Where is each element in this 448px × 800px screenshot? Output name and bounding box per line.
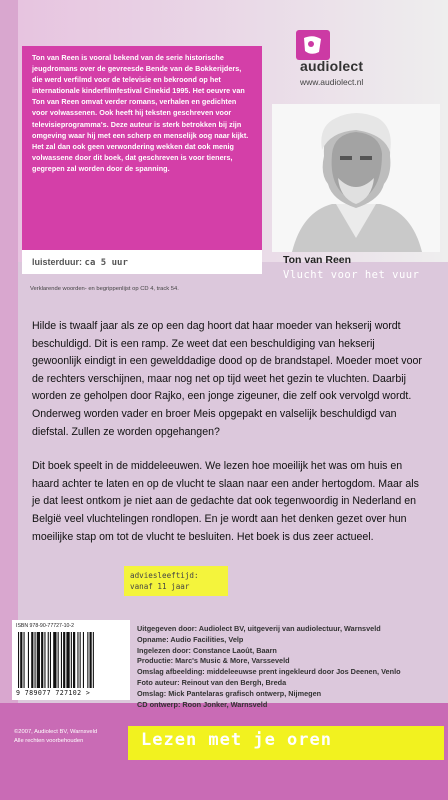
slogan: Lezen met je oren bbox=[141, 730, 332, 750]
age-label: adviesleeftijd: bbox=[130, 571, 199, 580]
blurb-paragraph-2: Dit boek speelt in de middeleeuwen. We lezen hoe moeilijk het was om huis en haard achter te laten en op de vlucht te slaan naar een ander hertogdom. Maar als je dat leest ontkom je niet aan de gedachte dat ook tegenwoordig in Nederland en België veel vluchtelingen rondlopen. En je wordt aan het denken gezet over hun moeilijke stap om tot de vlucht te besluiten. Het boek is dus zeer actueel. bbox=[32, 460, 419, 543]
credit-line: Uitgegeven door: Audiolect BV, uitgeverij van audiolectuur, Warnsveld bbox=[137, 624, 381, 633]
glossary-note: Verklarende woorden- en begrippenlijst op CD 4, track 54. bbox=[30, 286, 179, 292]
credit-line: Ingelezen door: Constance Laoût, Baarn bbox=[137, 645, 277, 655]
credit-line: Omslag: Mick Pantelaras grafisch ontwerp, Nijmegen bbox=[137, 688, 322, 698]
author-bio-text: Ton van Reen is vooral bekend van de serie historische jeugdromans over de gevreesde Bende van de Bokkerijders, die werd verfilmd voor de televisie en bekroond op het internationale kinderfilmfestival Cinekid 1995. Het oeuvre van Ton van Reen omvat verder romans, verhalen en gedichten voor volwassenen. Ook heeft hij teksten geschreven voor televisieprogramma's. Deze auteur is sterk betrokken bij zijn omgeving waar hij met een scherp en menselijk oog naar kijkt. Het zal dan ook geen verwondering wekken dat ook menig volwassene door dit boek, dat geschreven is voor tieners, gegrepen zal worden door de spanning. bbox=[32, 53, 249, 173]
copyright bbox=[14, 728, 97, 746]
copyright-line-2: Alle rechten voorbehouden bbox=[14, 738, 84, 744]
audiolect-logo-icon bbox=[296, 30, 330, 60]
blurb-paragraph-1: Hilde is twaalf jaar als ze op een dag hoort dat haar moeder van hekserij wordt beschuldigd. Dit is een ramp. Ze weet dat een beschuldiging van hekserij gewoonlijk eindigt in een gewelddadige dood op de brandstapel. Moeder moet voor de rechters verschijnen, maar nog net op tijd weet het gezin te vluchten. Daarbij worden ze geholpen door Rajko, een jonge zigeuner, die zelf ook vervolgd wordt. Onderweg worden vader en broer Meis opgepakt en valselijk beschuldigd van diefstal. Zullen ze worden opgehangen? bbox=[32, 320, 422, 438]
credit-line: Foto auteur: Reinout van den Bergh, Breda bbox=[137, 677, 287, 687]
barcode-box bbox=[12, 620, 130, 700]
age-value: vanaf 11 jaar bbox=[130, 582, 190, 591]
isbn-text: ISBN 978-90-77727-10-2 bbox=[16, 623, 74, 629]
author-photo bbox=[272, 104, 440, 252]
age-badge bbox=[124, 566, 228, 596]
blurb bbox=[32, 318, 424, 563]
listening-duration bbox=[22, 250, 262, 274]
credit-line: Opname: Audio Facilities, Velp bbox=[137, 634, 244, 644]
credit-line: CD ontwerp: Roon Jonker, Warnsveld bbox=[137, 699, 268, 709]
listening-duration-value: ca 5 uur bbox=[84, 258, 128, 268]
listening-duration-label: luisterduur: bbox=[32, 257, 83, 267]
copyright-line-1: ©2007, Audiolect BV, Warnsveld bbox=[14, 729, 98, 735]
book-title: Vlucht voor het vuur bbox=[283, 269, 420, 281]
brand-name: audiolect bbox=[300, 58, 364, 74]
author-name: Ton van Reen bbox=[283, 254, 352, 266]
credits-list bbox=[137, 624, 401, 710]
barcode-digits: 9 789077 727102 > bbox=[16, 689, 91, 697]
author-bio-box bbox=[22, 46, 262, 250]
credit-line: Omslag afbeelding: middeleeuwse prent ingekleurd door Jos Deenen, Venlo bbox=[137, 667, 401, 677]
barcode bbox=[18, 632, 124, 688]
credit-line: Productie: Marc's Music & More, Varsseveld bbox=[137, 656, 290, 666]
brand-url: www.audiolect.nl bbox=[300, 77, 364, 87]
